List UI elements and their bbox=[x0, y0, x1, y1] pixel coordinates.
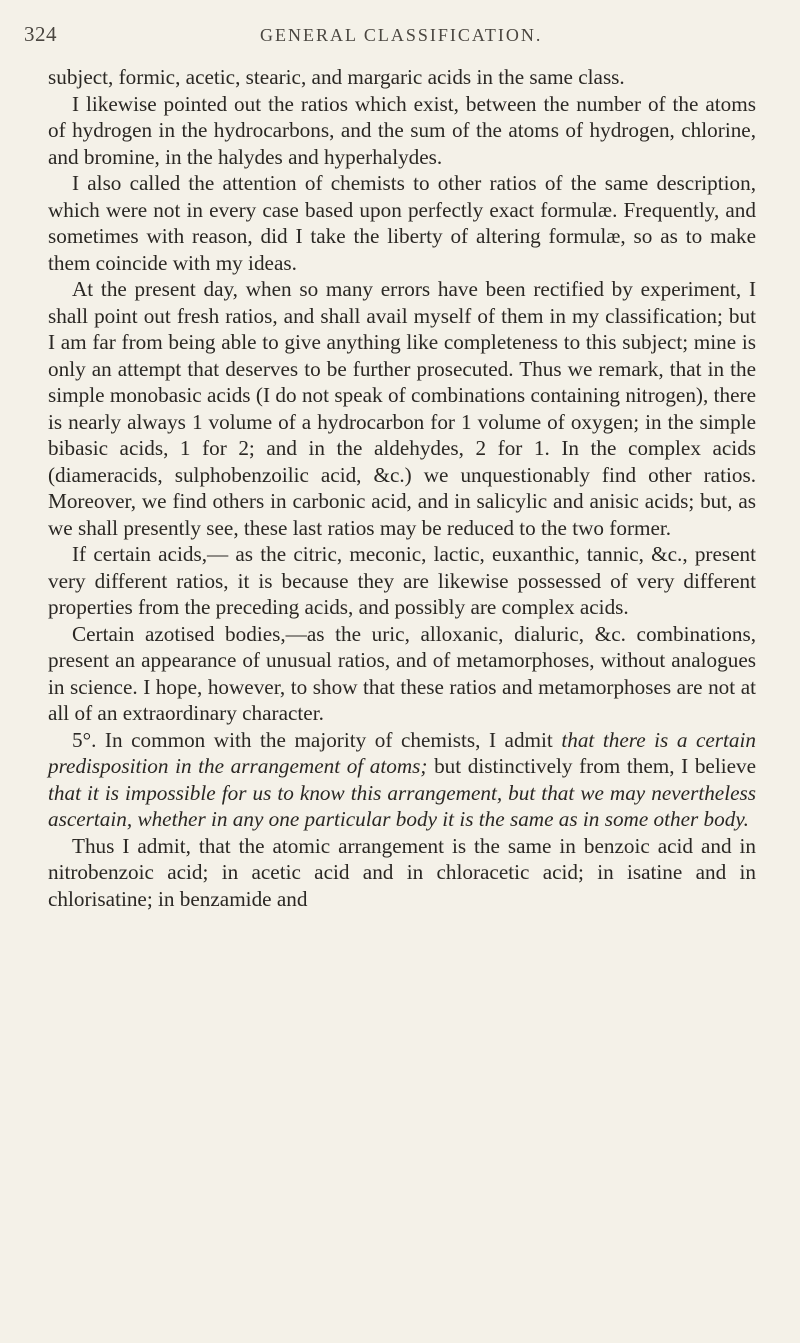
body-text bbox=[48, 64, 756, 912]
italic-segment: that there is a certain predisposition in the arrangement of atoms; bbox=[48, 727, 756, 778]
text-segment: 5°. In common with the majority of chemists, I admit bbox=[72, 727, 562, 752]
page-number: 324 bbox=[24, 22, 57, 46]
text-segment: Certain azotised bodies,—as the uric, alloxanic, dialuric, &c. combinations, present an appearance of unusual ratios, and of metamorphoses, without analogues in science. I hope, however, to show that these ratios and metamorphoses are not at all of an extraordinary character. bbox=[48, 621, 756, 725]
running-head bbox=[24, 22, 740, 52]
text-segment: but distinctively from them, I believe bbox=[427, 754, 756, 778]
paragraph-8 bbox=[48, 833, 756, 913]
paragraph-5 bbox=[48, 541, 756, 621]
text-segment: I also called the attention of chemists to other ratios of the same description, which were not in every case based upon perfectly exact formulæ. Frequently, and sometimes with reason, did I take the liberty of altering formulæ, so as to make them coincide with my ideas. bbox=[48, 171, 756, 275]
paragraph-6 bbox=[48, 621, 756, 727]
text-segment: Thus I admit, that the atomic arrangement is the same in benzoic acid and in nitrobenzoic acid; in acetic acid and in chloracetic acid; in isatine and in chlorisatine; in benzamide and bbox=[48, 833, 756, 911]
running-title: GENERAL CLASSIFICATION. bbox=[260, 25, 543, 45]
text-segment: subject, formic, acetic, stearic, and margaric acids in the same class. bbox=[48, 65, 625, 89]
paragraph-2 bbox=[48, 91, 756, 171]
text-segment: At the present day, when so many errors have been rectified by experiment, I shall point out fresh ratios, and shall avail myself of them in my classification; but I am far from being able to give anything like completeness to this subject; mine is only an attempt that deserves to be further prosecuted. Thus we remark, that in the simple monobasic acids (I do not speak of combinations containing nitrogen), there is nearly always 1 volume of a hydrocarbon for 1 volume of oxygen; in the simple bibasic acids, 1 for 2; and in the aldehydes, 2 for 1. In the complex acids (diameracids, sulphobenzoilic acid, &c.) we unquestionably find other ratios. Moreover, we find others in carbonic acid, and in salicylic and anisic acids; but, as we shall presently see, these last ratios may be reduced to the two former. bbox=[48, 277, 756, 540]
paragraph-1 bbox=[48, 64, 756, 91]
paragraph-7 bbox=[48, 727, 756, 833]
paragraph-3 bbox=[48, 170, 756, 276]
italic-segment: that it is impossible for us to know this arrangement, but that we may nevertheless ascertain, whether in any one particular body it is the same as in some other body. bbox=[48, 780, 756, 831]
paragraph-4 bbox=[48, 276, 756, 541]
text-segment: I likewise pointed out the ratios which exist, between the number of the atoms of hydrogen in the hydrocarbons, and the sum of the atoms of hydrogen, chlorine, and bromine, in the halydes and hyperhalydes. bbox=[48, 91, 756, 169]
text-segment: If certain acids,— as the citric, meconic, lactic, euxanthic, tannic, &c., present very different ratios, it is because they are likewise possessed of very different properties from the preceding acids, and possibly are complex acids. bbox=[48, 542, 756, 619]
